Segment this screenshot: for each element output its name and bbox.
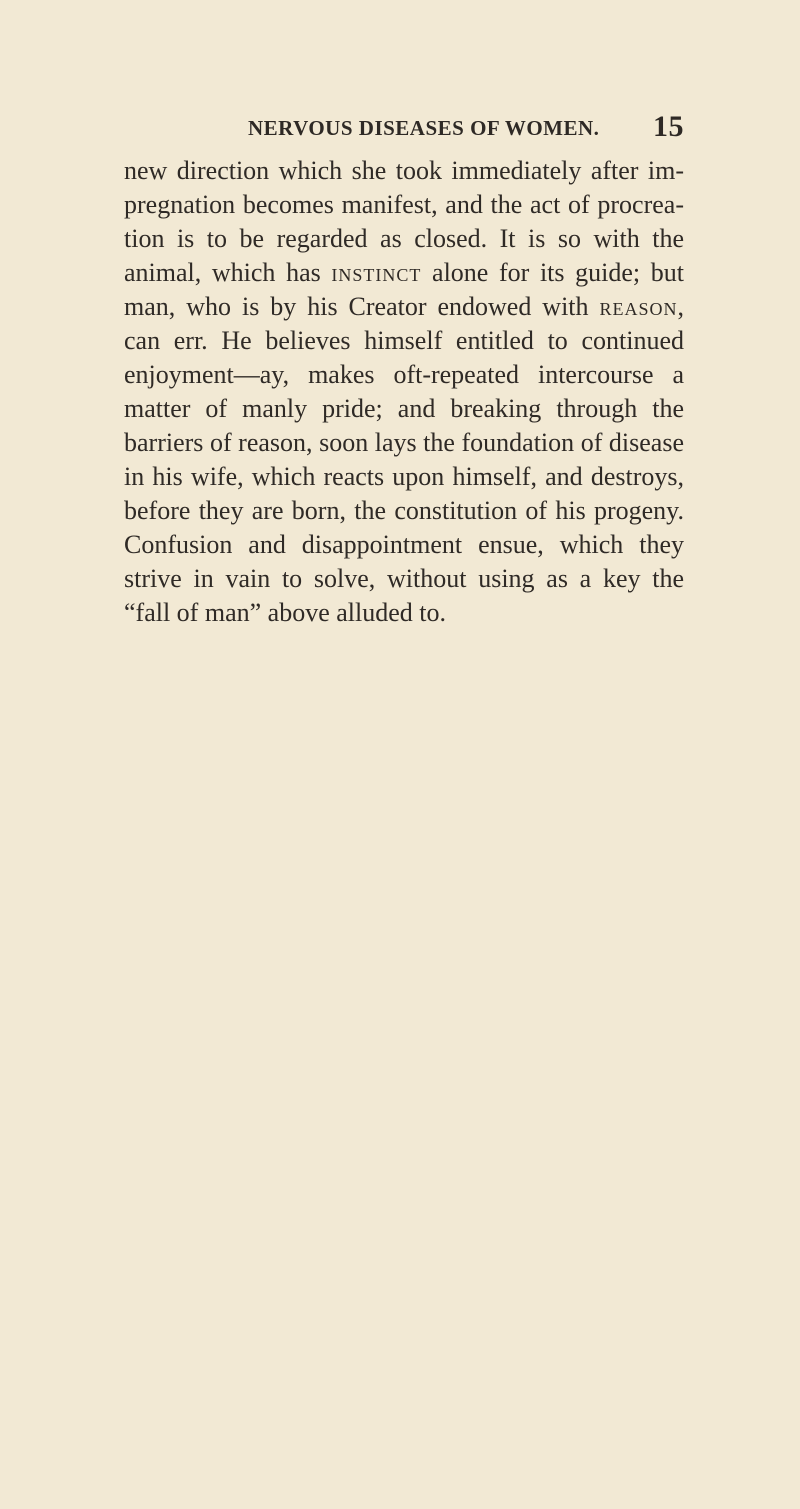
text-line: Confusion and disappointment ensue, which they xyxy=(124,530,684,559)
text-line: pregnation becomes manifest, and the act of procrea- xyxy=(124,190,684,219)
text-line xyxy=(124,290,684,324)
small-caps-word: reason xyxy=(599,292,678,321)
text-segment: man, who is by his Creator endowed with xyxy=(124,292,600,321)
page-number: 15 xyxy=(653,110,684,143)
text-line: enjoyment—ay, makes oft-repeated intercourse a xyxy=(124,360,684,389)
text-line: new direction which she took immediately after im- xyxy=(124,156,684,185)
small-caps-word: instinct xyxy=(331,258,422,287)
text-segment: animal, which has xyxy=(124,258,332,287)
text-line: strive in vain to solve, without using as a key the xyxy=(124,564,684,593)
text-line: can err. He believes himself entitled to continued xyxy=(124,326,684,355)
text-segment: , xyxy=(677,292,684,321)
text-line: tion is to be regarded as closed. It is so with the xyxy=(124,224,684,253)
text-line: in his wife, which reacts upon himself, and destroys, xyxy=(124,462,684,491)
text-line: “fall of man” above alluded to. xyxy=(124,598,446,627)
text-line xyxy=(124,256,684,290)
text-line: barriers of reason, soon lays the foundation of disease xyxy=(124,428,684,457)
body-paragraph xyxy=(124,154,684,630)
text-line: before they are born, the constitution of his progeny. xyxy=(124,496,684,525)
text-line: matter of manly pride; and breaking through the xyxy=(124,394,684,423)
running-title: NERVOUS DISEASES OF WOMEN. xyxy=(248,116,600,140)
text-segment: alone for its guide; but xyxy=(421,258,684,287)
